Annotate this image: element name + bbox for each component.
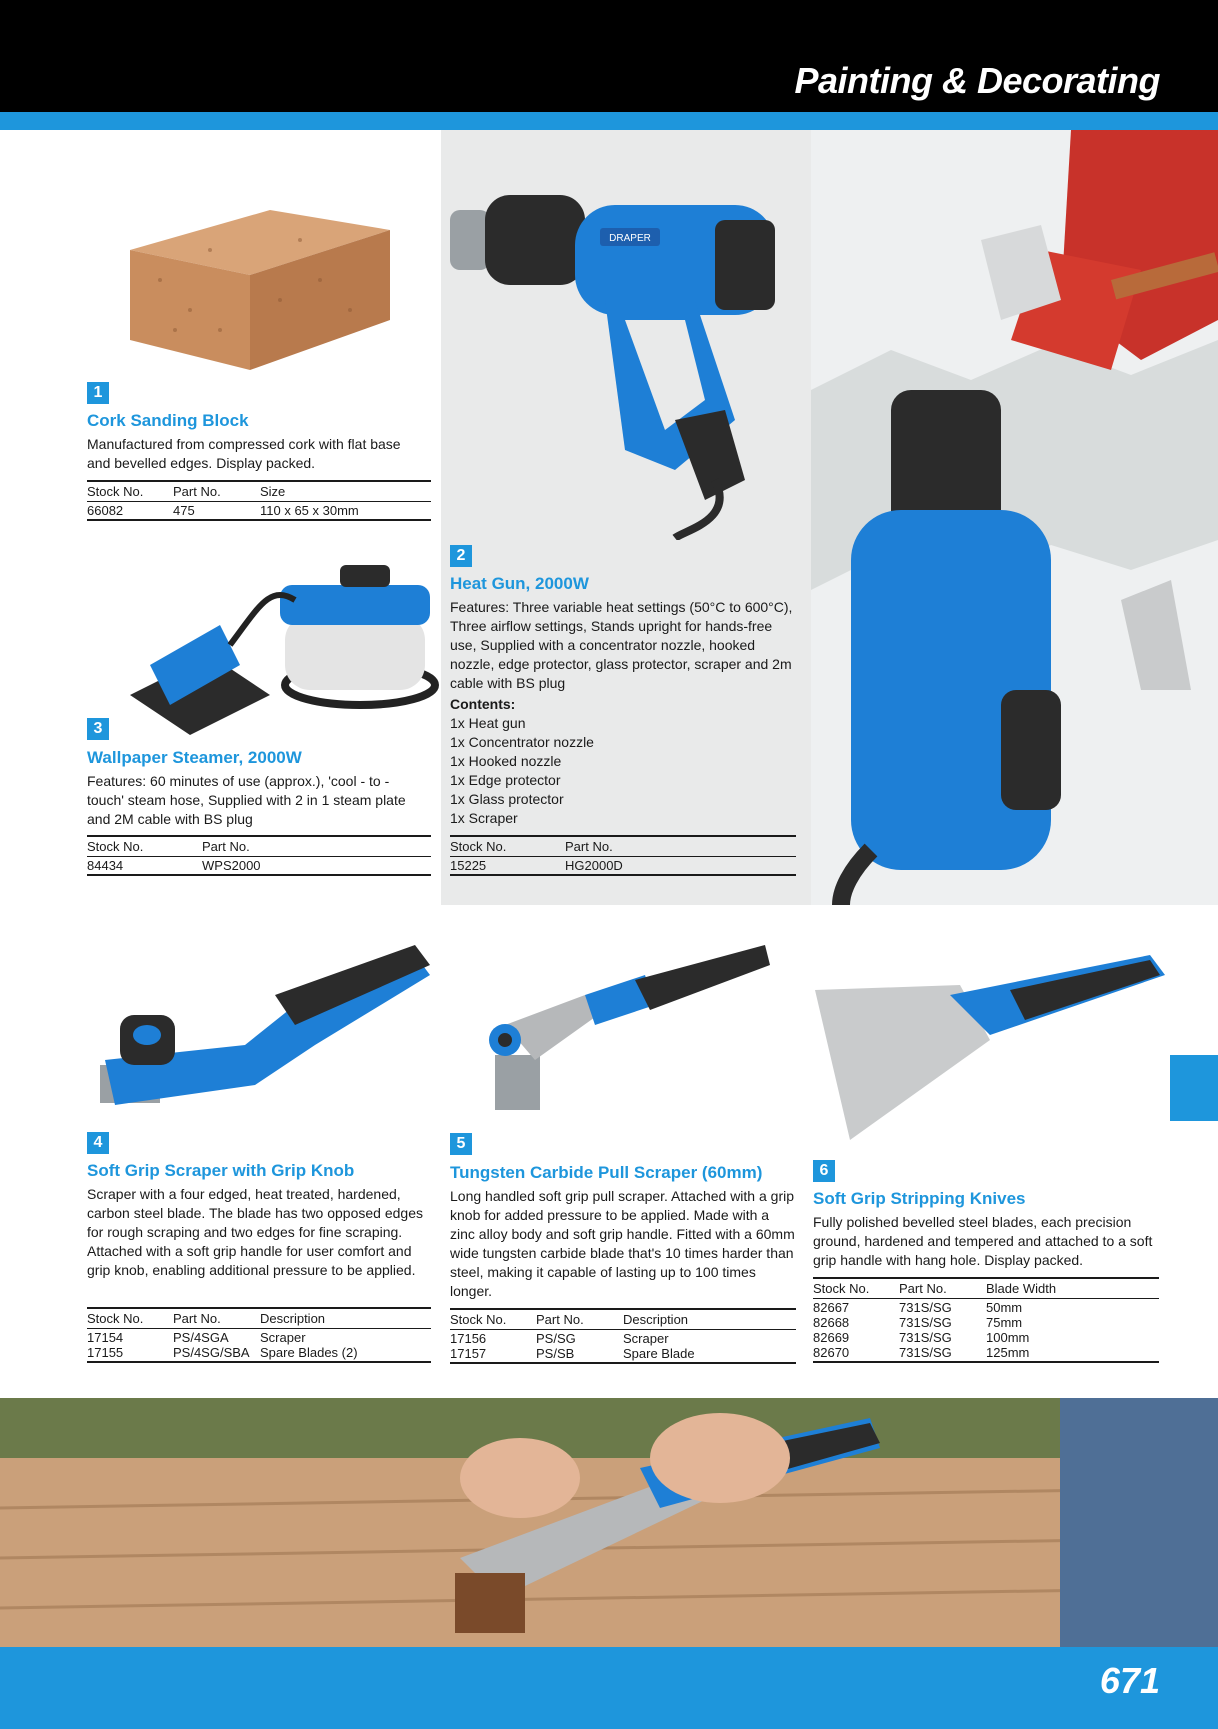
- product-description: Long handled soft grip pull scraper. Attached with a grip knob for added pressure to be applied. Made with a zinc alloy body and soft grip handle. Fitted with a 60mm wide tungsten carbide blade that's 10 times harder than steel, making it capable of lasting up to 100 times longer.: [450, 1188, 795, 1299]
- table-header-cell: Size: [260, 484, 286, 499]
- product-spec-table: [87, 1307, 431, 1363]
- table-row: [450, 1346, 796, 1361]
- cork-block-image: [120, 190, 400, 380]
- table-header-cell: Part No.: [899, 1281, 947, 1296]
- list-item: 1x Hooked nozzle: [450, 753, 562, 769]
- pull-scraper-image: [475, 935, 775, 1135]
- product-number-badge: 3: [87, 718, 109, 740]
- product-number-badge: 4: [87, 1132, 109, 1154]
- table-cell: 66082: [87, 503, 124, 518]
- table-header-cell: Part No.: [202, 839, 250, 854]
- table-header-row: [813, 1277, 1159, 1299]
- list-item: 1x Heat gun: [450, 715, 526, 731]
- table-cell: 82670: [813, 1345, 850, 1360]
- table-header-row: [450, 1308, 796, 1330]
- table-row: [813, 1345, 1159, 1360]
- soft-grip-scraper-image: [95, 935, 435, 1135]
- table-header-cell: Stock No.: [87, 1311, 144, 1326]
- table-header-cell: Part No.: [565, 839, 613, 854]
- table-header-row: [87, 835, 431, 857]
- table-cell: 731S/SG: [899, 1330, 952, 1345]
- list-item: 1x Glass protector: [450, 791, 564, 807]
- table-cell: Spare Blade: [623, 1346, 695, 1361]
- table-cell: 475: [173, 503, 195, 518]
- product-title: Wallpaper Steamer, 2000W: [87, 748, 302, 767]
- table-header-cell: Stock No.: [450, 839, 507, 854]
- product-title: Heat Gun, 2000W: [450, 574, 589, 593]
- product-spec-table: [87, 480, 431, 521]
- contents-label: Contents:: [450, 696, 516, 712]
- contents-list: [450, 714, 790, 828]
- table-cell: Spare Blades (2): [260, 1345, 358, 1360]
- stripping-knife-image: [810, 945, 1170, 1145]
- table-cell: 50mm: [986, 1300, 1023, 1315]
- table-cell: PS/4SG/SBA: [173, 1345, 250, 1360]
- product-title: Soft Grip Scraper with Grip Knob: [87, 1161, 355, 1180]
- table-header-cell: Description: [260, 1311, 326, 1326]
- product-description: Fully polished bevelled steel blades, each precision ground, hardened and tempered and attached to a soft grip handle with hang hole. Display packed.: [813, 1214, 1153, 1268]
- table-cell: 15225: [450, 858, 487, 873]
- scraping-decking-photo: [0, 1398, 1218, 1647]
- heat-gun-in-use-photo: [811, 130, 1218, 905]
- table-cell: 17156: [450, 1331, 487, 1346]
- table-row: [87, 1330, 431, 1345]
- table-cell: PS/SB: [536, 1346, 575, 1361]
- table-header-cell: Stock No.: [450, 1312, 507, 1327]
- table-header-cell: Part No.: [536, 1312, 584, 1327]
- table-row: [87, 1345, 431, 1360]
- list-item: 1x Concentrator nozzle: [450, 734, 594, 750]
- product-spec-table: [813, 1277, 1159, 1363]
- table-cell: HG2000D: [565, 858, 623, 873]
- product-title: Tungsten Carbide Pull Scraper (60mm): [450, 1163, 763, 1182]
- product-number-badge: 2: [450, 545, 472, 567]
- table-cell: 731S/SG: [899, 1300, 952, 1315]
- table-row: [87, 503, 431, 518]
- product-spec-table: [450, 835, 796, 876]
- product-title: Cork Sanding Block: [87, 411, 249, 430]
- section-index-tab[interactable]: [1170, 1055, 1218, 1121]
- table-cell: 17154: [87, 1330, 124, 1345]
- table-row: [87, 858, 431, 873]
- product-description: Manufactured from compressed cork with flat base and bevelled edges. Display packed.: [87, 436, 401, 471]
- table-header-row: [87, 1307, 431, 1329]
- header-accent-stripe: [0, 112, 1218, 130]
- table-cell: PS/4SGA: [173, 1330, 229, 1345]
- product-spec-table: [87, 835, 431, 876]
- table-header-cell: Description: [623, 1312, 689, 1327]
- table-cell: 125mm: [986, 1345, 1030, 1360]
- table-row: [450, 858, 796, 873]
- table-header-cell: Stock No.: [813, 1281, 870, 1296]
- table-header-cell: Stock No.: [87, 484, 144, 499]
- table-cell: 731S/SG: [899, 1345, 952, 1360]
- table-row: [813, 1330, 1159, 1345]
- table-cell: 17157: [450, 1346, 487, 1361]
- section-title: Painting & Decorating: [794, 60, 1160, 101]
- table-cell: 84434: [87, 858, 124, 873]
- table-cell: 731S/SG: [899, 1315, 952, 1330]
- table-cell: Scraper: [260, 1330, 306, 1345]
- product-number-badge: 1: [87, 382, 109, 404]
- table-cell: PS/SG: [536, 1331, 576, 1346]
- product-description: Features: Three variable heat settings (50°C to 600°C), Three airflow settings, Stands upright for hands-free use, Supplied with a concentrator nozzle, hooked nozzle, edge protector, glass protector, scraper and 2m cable with BS plug: [450, 599, 793, 691]
- table-row: [450, 1331, 796, 1346]
- table-cell: 100mm: [986, 1330, 1030, 1345]
- footer-bar: [0, 1647, 1218, 1729]
- table-cell: 75mm: [986, 1315, 1023, 1330]
- product-number-badge: 6: [813, 1160, 835, 1182]
- product-description: Scraper with a four edged, heat treated, hardened, carbon steel blade. The blade has two opposed edges for rough scraping and two edges for fine scraping. Attached with a soft grip handle for user comfort and grip knob, enabling additional pressure to be applied.: [87, 1186, 423, 1278]
- wallpaper-steamer-image: [110, 545, 440, 740]
- table-cell: 82669: [813, 1330, 850, 1345]
- table-row: [813, 1300, 1159, 1315]
- table-header-cell: Blade Width: [986, 1281, 1057, 1296]
- page-number: 671: [1099, 1660, 1160, 1701]
- table-cell: WPS2000: [202, 858, 261, 873]
- product-number-badge: 5: [450, 1133, 472, 1155]
- table-header-cell: Part No.: [173, 1311, 221, 1326]
- table-cell: 110 x 65 x 30mm: [260, 503, 359, 518]
- product-description: Features: 60 minutes of use (approx.), 'cool - to - touch' steam hose, Supplied with 2 in 1 steam plate and 2M cable with BS plug: [87, 773, 406, 827]
- list-item: 1x Edge protector: [450, 772, 561, 788]
- product-title: Soft Grip Stripping Knives: [813, 1189, 1026, 1208]
- table-cell: 17155: [87, 1345, 124, 1360]
- draper-logo: DRAPER: [609, 233, 651, 244]
- table-cell: Scraper: [623, 1331, 669, 1346]
- table-header-row: [87, 480, 431, 502]
- table-cell: 82667: [813, 1300, 850, 1315]
- list-item: 1x Scraper: [450, 810, 518, 826]
- table-header-cell: Part No.: [173, 484, 221, 499]
- product-spec-table: [450, 1308, 796, 1364]
- table-header-row: [450, 835, 796, 857]
- table-header-cell: Stock No.: [87, 839, 144, 854]
- table-cell: 82668: [813, 1315, 850, 1330]
- table-row: [813, 1315, 1159, 1330]
- heat-gun-image: [445, 180, 795, 540]
